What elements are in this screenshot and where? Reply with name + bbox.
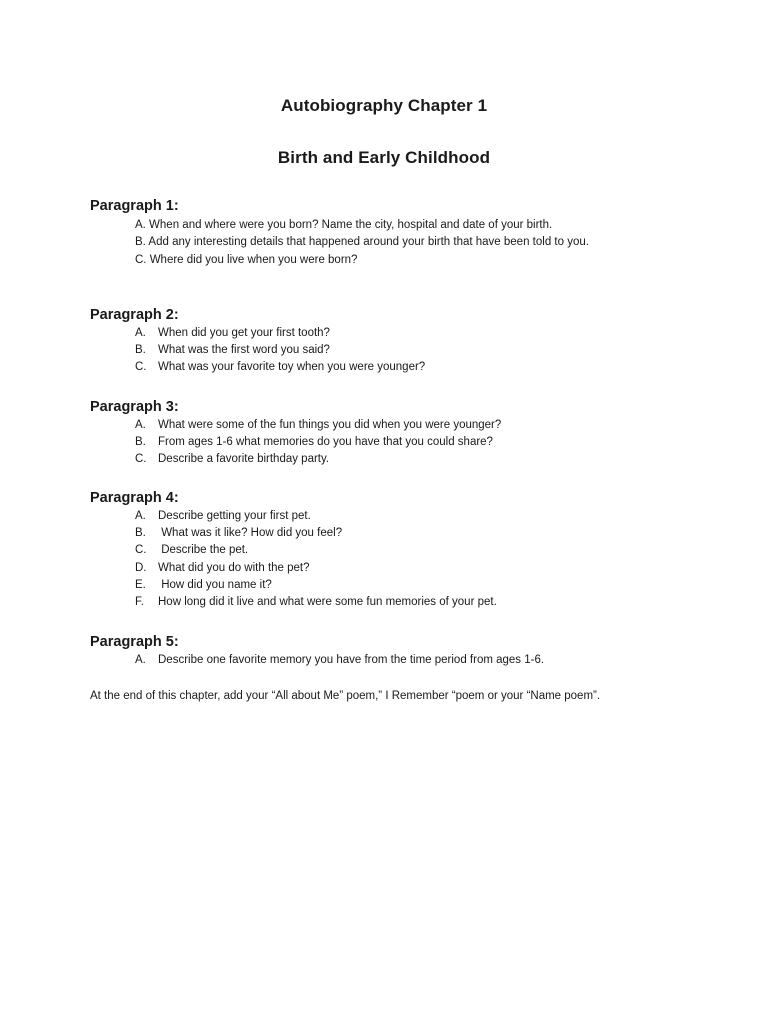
- paragraph-3-heading: Paragraph 3:: [90, 399, 179, 415]
- list-item: [90, 508, 730, 525]
- paragraph-2-section: [90, 305, 730, 377]
- paragraph-2-heading: Paragraph 2:: [90, 307, 179, 323]
- paragraph-4-section: [90, 488, 730, 611]
- list-marker: B.: [135, 344, 146, 357]
- list-item: [90, 359, 730, 376]
- list-text: What was your favorite toy when you were younger?: [158, 361, 426, 374]
- list-text: Describe the pet.: [158, 544, 249, 557]
- list-item: [90, 325, 730, 342]
- list-marker: C.: [135, 544, 147, 557]
- list-marker: A.: [135, 327, 146, 339]
- list-item: [90, 577, 730, 594]
- list-item: [90, 525, 730, 542]
- paragraph-1-section: [90, 196, 730, 269]
- list-marker: F.: [135, 595, 144, 608]
- list-item: [90, 560, 730, 577]
- paragraph-1-item-c: C. Where did you live when you were born?: [135, 253, 358, 266]
- list-item: [90, 417, 730, 434]
- list-text: Describe a favorite birthday party.: [158, 453, 330, 466]
- list-item: [90, 451, 730, 468]
- list-text: Describe getting your first pet.: [158, 510, 311, 522]
- list-text: How did you name it?: [158, 578, 272, 591]
- list-text: How long did it live and what were some fun memories of your pet.: [158, 595, 497, 608]
- list-text: When did you get your first tooth?: [158, 327, 330, 339]
- list-text: What was it like? How did you feel?: [158, 527, 343, 540]
- list-item: [90, 594, 730, 611]
- list-text: What did you do with the pet?: [158, 561, 310, 574]
- list-text: What was the first word you said?: [158, 344, 330, 357]
- list-marker: D.: [135, 561, 147, 574]
- paragraph-1-heading: Paragraph 1:: [90, 198, 179, 214]
- paragraph-5-heading: Paragraph 5:: [90, 634, 179, 650]
- list-item: [90, 542, 730, 559]
- list-marker: A.: [135, 654, 146, 666]
- list-item: [90, 652, 730, 669]
- closing-instruction: At the end of this chapter, add your “All about Me” poem,” I Remember “poem or your “Name poem”.: [90, 690, 601, 702]
- list-marker: C.: [135, 453, 147, 466]
- list-marker: C.: [135, 361, 147, 374]
- list-marker: B.: [135, 527, 146, 540]
- list-marker: A.: [135, 419, 146, 431]
- list-text: From ages 1-6 what memories do you have that you could share?: [158, 436, 493, 449]
- list-item: [90, 434, 730, 451]
- list-marker: E.: [135, 578, 146, 591]
- list-text: What were some of the fun things you did when you were younger?: [158, 419, 502, 431]
- list-marker: A.: [135, 510, 146, 522]
- list-marker: B.: [135, 436, 146, 449]
- document-subtitle: Birth and Early Childhood: [277, 148, 491, 167]
- paragraph-5-section: [90, 632, 730, 669]
- paragraph-1-item-a: A. When and where were you born? Name the city, hospital and date of your birth.: [135, 219, 553, 231]
- list-text: Describe one favorite memory you have from the time period from ages 1-6.: [158, 654, 545, 666]
- document-title: Autobiography Chapter 1: [280, 96, 488, 115]
- paragraph-3-section: [90, 397, 730, 469]
- list-item: [90, 342, 730, 359]
- paragraph-1-item-b: B. Add any interesting details that happened around your birth that have been told to you.: [135, 236, 589, 249]
- paragraph-4-heading: Paragraph 4:: [90, 490, 179, 506]
